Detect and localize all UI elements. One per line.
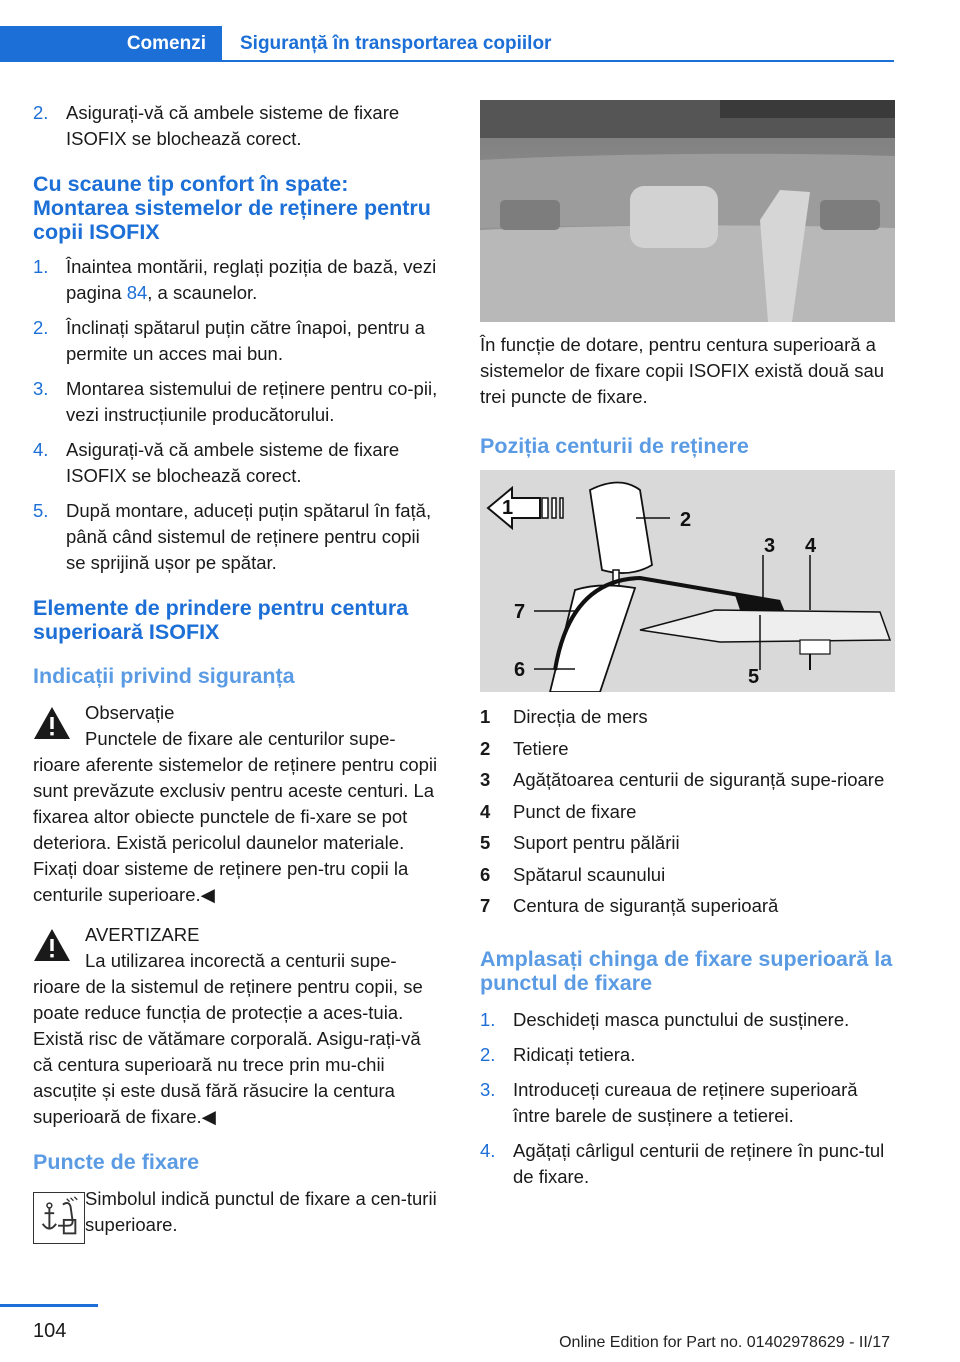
- legend-item: 7 Centura de siguranță superioară: [480, 895, 779, 916]
- warning-text: rioare aferente sistemelor de reținere pentru copii sunt prevăzute exclusiv pentru aceste centuri. La fixarea altor obiecte punctele de fi-xare se pot deteriora. Există pericolul daunelor materiale. Fixați doar sisteme de reținere pen-tru copii la centurile superioare.◀: [33, 754, 438, 905]
- legend-item: 2 Tetiere: [480, 737, 569, 759]
- legend-item: 1 Direcția de mers: [480, 706, 648, 727]
- strap-position-diagram: [480, 470, 895, 692]
- steps-list: [33, 254, 443, 576]
- subsection-heading: Puncte de fixare: [33, 1150, 200, 1174]
- subsection-heading: Indicații privind siguranța: [33, 664, 295, 688]
- edition-note: Online Edition for Part no. 01402978629 - II/17: [559, 1334, 890, 1351]
- page-number: 104: [33, 1320, 67, 1342]
- rear-seat-photo: [480, 100, 895, 322]
- diagram-label: 2: [680, 509, 692, 531]
- tab-siguranta[interactable]: Siguranță în transportarea copiilor: [240, 33, 552, 54]
- list-item: [33, 376, 443, 428]
- list-item: 3. Introduceți cureaua de reținere superioară între barele de susținere a tetierei.: [480, 1079, 858, 1126]
- diagram-legend: [480, 704, 895, 919]
- diagram-label: 5: [748, 666, 760, 688]
- section-heading: Elemente de prindere pentru centura superioară ISOFIX: [33, 596, 409, 644]
- list-item: [33, 315, 443, 367]
- list-item: [33, 498, 443, 576]
- list-item: [33, 100, 443, 152]
- list-item: 2. Ridicați tetiera.: [480, 1044, 636, 1065]
- anchor-symbol-note: [33, 1186, 443, 1246]
- header-bar: [0, 0, 960, 62]
- list-text: Montarea sistemului de reținere pentru co-pii, vezi instrucțiunile producătorului.: [66, 378, 438, 425]
- warning-notice: [33, 700, 443, 908]
- warning-title: AVERTIZARE: [85, 924, 200, 945]
- list-text: După montare, aduceți puțin spătarul în față, până când sistemul de reținere pentru copii se sprijină ușor pe spătar.: [66, 500, 432, 573]
- warning-icon: [33, 706, 71, 740]
- list-item: [33, 437, 443, 489]
- warning-text: rioare de la sistemul de reținere pentru copii, se poate reduce funcția de protecție a aces-tuia. Există risc de vătămare corporală. Asigu-rați-vă că centura superioară nu trece prin mu-chii ascuțite și este dusă fără răsucire la centura superioară de fixare.◀: [33, 976, 423, 1127]
- list-number: 3.: [33, 378, 49, 399]
- header-underline: [222, 60, 894, 62]
- child-seat-anchor-icon: [33, 1192, 85, 1244]
- list-text: Asigurați-vă că ambele sisteme de fixare ISOFIX se blochează corect.: [66, 102, 400, 149]
- section-heading: Cu scaune tip confort în spate: Montarea sistemelor de reținere pentru copii ISOFIX: [33, 172, 431, 244]
- legend-item: 5 Suport pentru pălării: [480, 832, 680, 853]
- warning-title: Observație: [85, 702, 175, 723]
- steps-list: [480, 1007, 895, 1190]
- list-number: 1.: [33, 256, 49, 277]
- diagram-label: 1: [502, 497, 514, 519]
- warning-notice: [33, 922, 443, 1130]
- diagram-label: 3: [764, 535, 776, 557]
- legend-item: 6 Spătarul scaunului: [480, 863, 666, 885]
- warning-text-first-line: Punctele de fixare ale centurilor supe-: [85, 728, 396, 749]
- diagram-label: 6: [514, 659, 526, 681]
- page-link[interactable]: 84: [126, 282, 148, 303]
- anchor-description: Simbolul indică punctul de fixare a cen-turii superioare.: [85, 1188, 437, 1235]
- list-item: [33, 254, 443, 306]
- list-number: 2.: [33, 102, 49, 123]
- list-number: 2.: [33, 317, 49, 338]
- legend-item: 3 Agățătoarea centurii de siguranță supe-rioare: [480, 769, 885, 790]
- paragraph: În funcție de dotare, pentru centura superioară a sistemelor de fixare copii ISOFIX există două sau trei puncte de fixare.: [480, 334, 885, 407]
- list-item: 1. Deschideți masca punctului de susținere.: [480, 1009, 850, 1030]
- list-number: 4.: [33, 439, 49, 460]
- footer-accent-line: [0, 1304, 98, 1307]
- warning-icon: [33, 928, 71, 962]
- list-item: 4. Agățați cârligul centurii de reținere în punc-tul de fixare.: [480, 1140, 885, 1187]
- subsection-heading: Amplasați chinga de fixare superioară la punctul de fixare: [480, 947, 893, 995]
- diagram-label: 4: [805, 535, 817, 557]
- left-column: [33, 100, 443, 1246]
- list-text: Înaintea montării, reglați poziția de bază, vezi pagina 84, a scaunelor.: [66, 256, 437, 303]
- list-text: Înclinați spătarul puțin către înapoi, pentru a permite un acces mai bun.: [66, 317, 425, 364]
- list-text: Asigurați-vă că ambele sisteme de fixare ISOFIX se blochează corect.: [66, 439, 400, 486]
- warning-text-first-line: La utilizarea incorectă a centurii supe-: [85, 950, 397, 971]
- tab-comenzi[interactable]: Comenzi: [0, 26, 222, 62]
- diagram-label: 7: [514, 601, 526, 623]
- list-number: 5.: [33, 500, 49, 521]
- legend-item: 4 Punct de fixare: [480, 800, 637, 822]
- subsection-heading: Poziția centurii de reținere: [480, 434, 749, 458]
- right-column: [480, 100, 895, 1199]
